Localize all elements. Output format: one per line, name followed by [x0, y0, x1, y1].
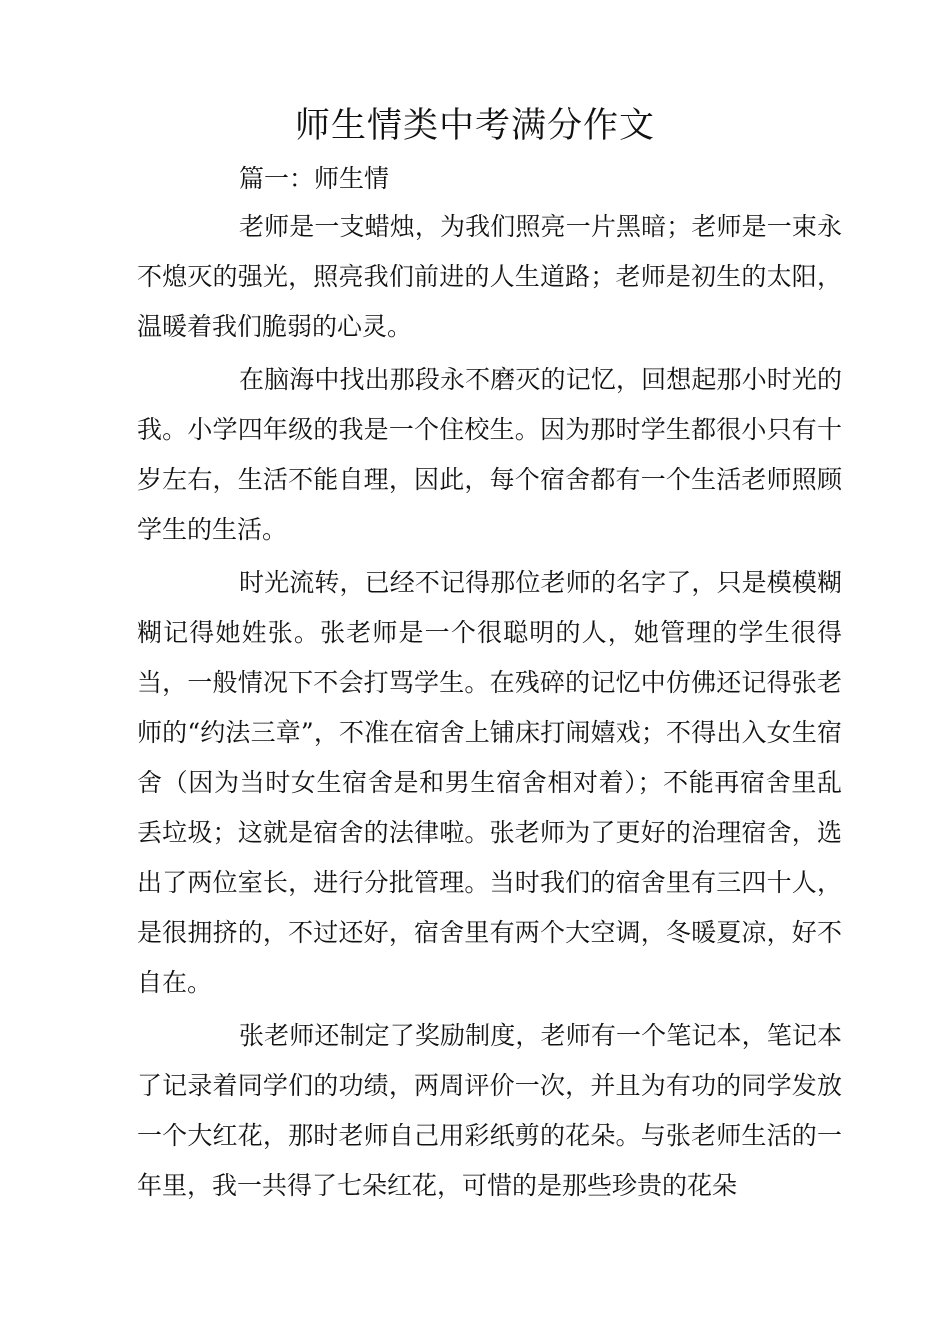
- paragraph-2: 在脑海中找出那段永不磨灭的记忆，回想起那小时光的我。小学四年级的我是一个住校生。因为那时学生都很小只有十岁左右，生活不能自理，因此，每个宿舍都有一个生活老师照顾学生的生活。: [137, 365, 842, 544]
- article-body: [137, 202, 842, 1214]
- paragraph-4: 张老师还制定了奖励制度，老师有一个笔记本，笔记本了记录着同学们的功绩，两周评价一次，并且为有功的同学发放一个大红花，那时老师自己用彩纸剪的花朵。与张老师生活的一年里，我一共得了七朵红花，可惜的是那些珍贵的花朵: [137, 1021, 842, 1200]
- section-heading: 篇一：师生情: [239, 164, 390, 193]
- paragraph-1: 老师是一支蜡烛，为我们照亮一片黑暗；老师是一束永不熄灭的强光，照亮我们前进的人生道路；老师是初生的太阳，温暖着我们脆弱的心灵。: [137, 212, 842, 341]
- document-title: 师生情类中考满分作文: [294, 106, 655, 146]
- paragraph-3: 时光流转，已经不记得那位老师的名字了，只是模模糊糊记得她姓张。张老师是一个很聪明的人，她管理的学生很得当，一般情况下不会打骂学生。在残碎的记忆中仿佛还记得张老师的“约法三章”，不准在宿舍上铺床打闹嬉戏；不得出入女生宿舍（因为当时女生宿舍是和男生宿舍相对着）；不能再宿舍里乱丢垃圾；这就是宿舍的法律啦。张老师为了更好的治理宿舍，选出了两位室长，进行分批管理。当时我们的宿舍里有三四十人，是很拥挤的，不过还好，宿舍里有两个大空调，冬暖夏凉，好不自在。: [137, 568, 842, 997]
